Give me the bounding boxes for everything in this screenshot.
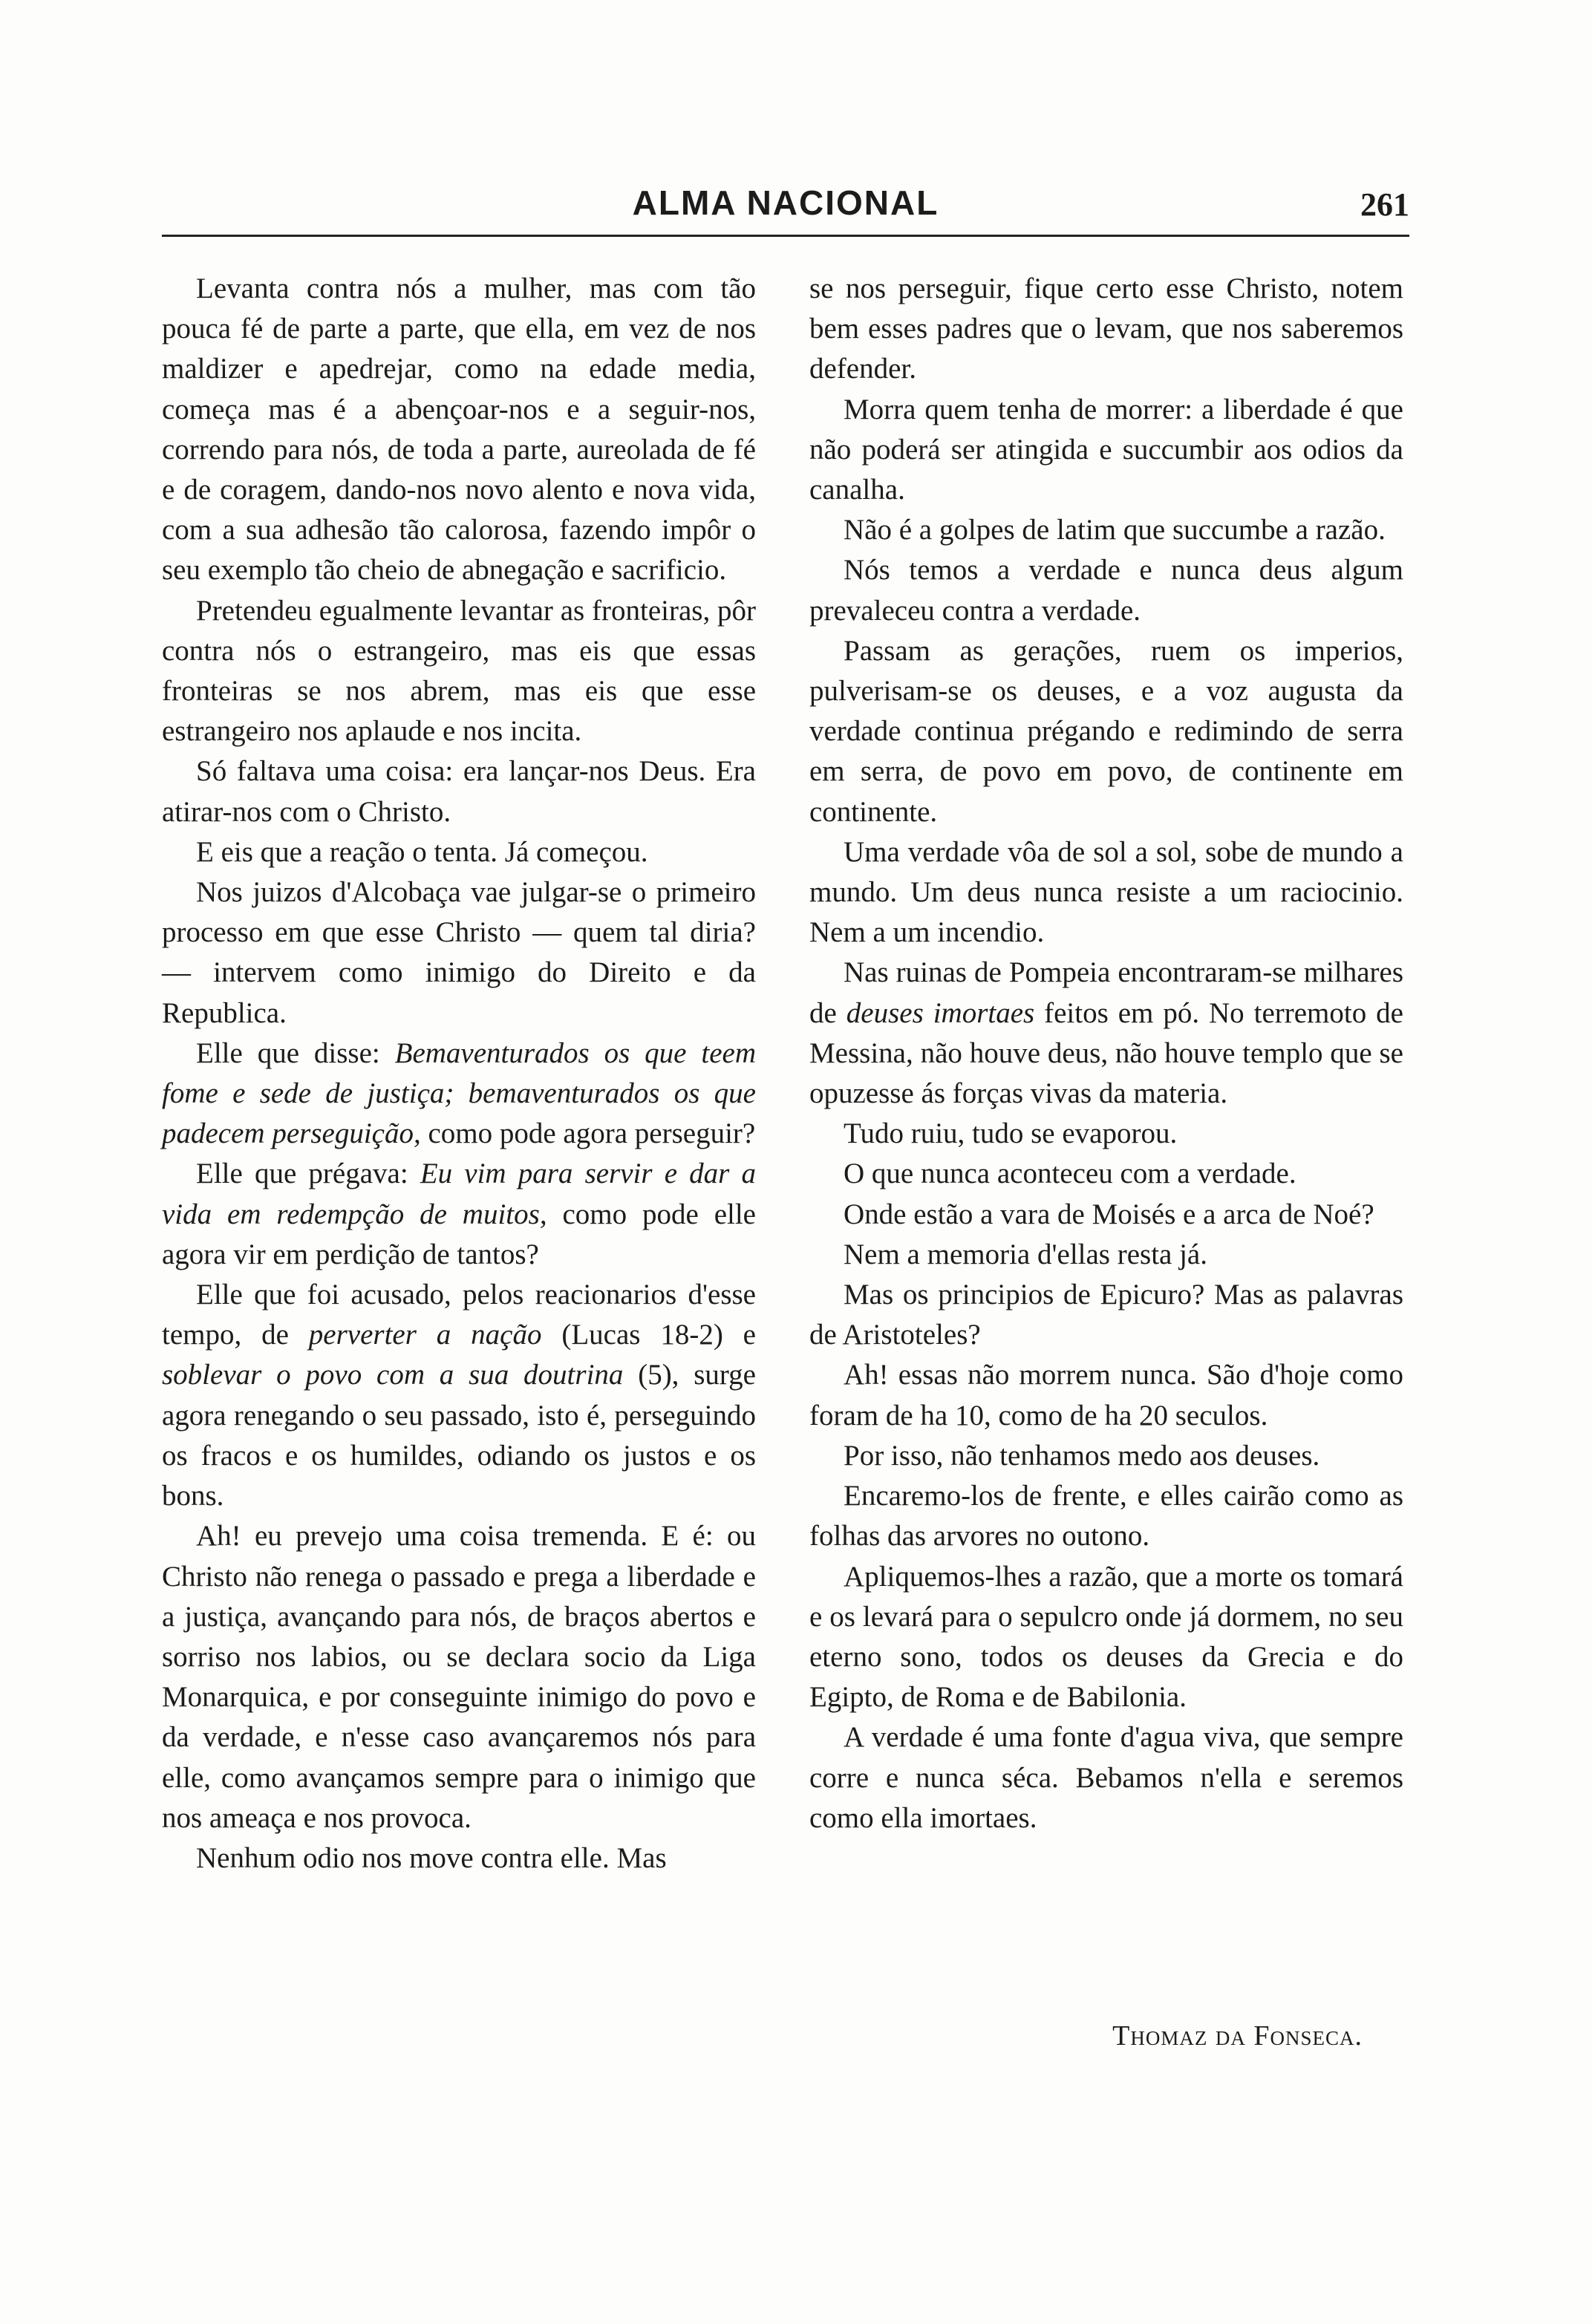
quotation: deuses imortaes <box>846 996 1035 1029</box>
paragraph: Passam as gerações, ruem os imperios, pulverisam-se os deuses, e a voz augusta da verdade continua prégando e redimindo de serra em serra, de povo em povo, de continente em continente. <box>809 634 1403 828</box>
paragraph-text: como pode elle agora vir em perdição de tantos? <box>162 1198 756 1270</box>
paragraph: Nenhum odio nos move contra elle. Mas <box>196 1841 667 1874</box>
paragraph: Nem a memoria d'ellas resta já. <box>844 1238 1207 1270</box>
paragraph: Nós temos a verdade e nunca deus algum prevaleceu contra a verdade. <box>809 554 1403 627</box>
paragraph: A verdade é uma fonte d'agua viva, que sempre corre e nunca séca. Bebamos n'ella e seremos como ella imortaes. <box>809 1721 1403 1834</box>
paragraph: Por isso, não tenhamos medo aos deuses. <box>844 1439 1320 1472</box>
quotation: Eu vim para servir e dar a vida em redempção de muitos, <box>162 1158 756 1230</box>
paragraph <box>162 1275 756 1516</box>
paragraph: Pretendeu egualmente levantar as fronteiras, pôr contra nós o estrangeiro, mas eis que essas fronteiras se nos abrem, mas eis que esse estrangeiro nos aplaude e nos incita. <box>162 594 756 748</box>
paragraph-text: Elle que prégava: <box>196 1158 420 1190</box>
paragraph: Onde estão a vara de Moisés e a arca de Noé? <box>844 1198 1374 1230</box>
paragraph: Nos juizos d'Alcobaça vae julgar-se o primeiro processo em que esse Christo — quem tal diria? — intervem como inimigo do Direito e da Republica. <box>162 876 756 1029</box>
journal-title: ALMA NACIONAL <box>632 183 939 222</box>
paragraph-text: Nas ruinas de Pompeia encontraram-se milhares de <box>809 956 1403 1029</box>
left-column <box>162 269 756 1879</box>
paragraph-text: Elle que foi acusado, pelos reacionarios d'esse tempo, de <box>162 1279 756 1351</box>
paragraph: O que nunca aconteceu com a verdade. <box>844 1158 1296 1190</box>
paragraph: Morra quem tenha de morrer: a liberdade é que não poderá ser atingida e succumbir aos odios da canalha. <box>809 393 1403 506</box>
paragraph: Não é a golpes de latim que succumbe a razão. <box>844 514 1386 546</box>
paragraph <box>162 1154 756 1275</box>
paragraph: Levanta contra nós a mulher, mas com tão pouca fé de parte a parte, que ella, em vez de nos maldizer e apedrejar, como na edade media, começa mas é a abençoar-nos e a seguir-nos, correndo para nós, de toda a parte, aureolada de fé e de coragem, dando-nos novo alento e nova vida, com a sua adhesão tão calorosa, fazendo impôr o seu exemplo tão cheio de abnegação e sacrificio. <box>162 272 756 587</box>
running-header <box>162 183 1409 235</box>
paragraph-text: Elle que disse: <box>196 1037 395 1069</box>
quotation: perverter a nação <box>308 1319 542 1351</box>
paragraph: E eis que a reação o tenta. Já começou. <box>196 835 648 868</box>
right-column <box>809 269 1403 1838</box>
paragraph: Encaremo-los de frente, e elles cairão como as folhas das arvores no outono. <box>809 1480 1403 1553</box>
paragraph: Tudo ruiu, tudo se evaporou. <box>844 1117 1178 1150</box>
paragraph-continuation: se nos perseguir, fique certo esse Christo, notem bem esses padres que o levam, que nos saberemos defender. <box>809 272 1403 385</box>
paragraph: Apliquemos-lhes a razão, que a morte os tomará e os levará para o sepulcro onde já dormem, no seu eterno sono, todos os deuses da Grecia e do Egipto, de Roma e de Babilonia. <box>809 1560 1403 1714</box>
author-signature: Thomaz da Fonseca. <box>1112 2020 1363 2052</box>
paragraph <box>162 1034 756 1155</box>
quotation: soblevar o povo com a sua doutrina <box>162 1359 624 1391</box>
paragraph-text: (Lucas 18-2) e <box>541 1319 756 1351</box>
quotation: Bemaventurados os que teem fome e sede de justiça; bemaventurados os que padecem perseguição, <box>162 1037 757 1150</box>
paragraph: Ah! essas não morrem nunca. São d'hoje como foram de ha 10, como de ha 20 seculos. <box>809 1359 1403 1432</box>
paragraph <box>809 953 1403 1114</box>
paragraph: Mas os principios de Epicuro? Mas as palavras de Aristoteles? <box>809 1279 1403 1351</box>
page-number: 261 <box>1360 186 1409 223</box>
paragraph-text: como pode agora perseguir? <box>420 1117 756 1150</box>
header-rule <box>162 235 1409 237</box>
paragraph: Uma verdade vôa de sol a sol, sobe de mundo a mundo. Um deus nunca resiste a um raciocinio. Nem a um incendio. <box>809 835 1403 949</box>
paragraph: Ah! eu prevejo uma coisa tremenda. E é: ou Christo não renega o passado e prega a liberdade e a justiça, avançando para nós, de braços abertos e sorriso nos labios, ou se declara socio da Liga Monarquica, e por conseguinte inimigo do povo e da verdade, e n'esse caso avançaremos nós para elle, como avançamos sempre para o inimigo que nos ameaça e nos provoca. <box>162 1520 756 1834</box>
paragraph: Só faltava uma coisa: era lançar-nos Deus. Era atirar-nos com o Christo. <box>162 755 756 828</box>
paragraph-text: (5), surge agora renegando o seu passado, isto é, perseguindo os fracos e os humildes, odiando os justos e os bons. <box>162 1359 756 1512</box>
paragraph-text: feitos em pó. No terremoto de Messina, não houve deus, não houve templo que se opuzesse ás forças vivas da materia. <box>809 996 1403 1110</box>
